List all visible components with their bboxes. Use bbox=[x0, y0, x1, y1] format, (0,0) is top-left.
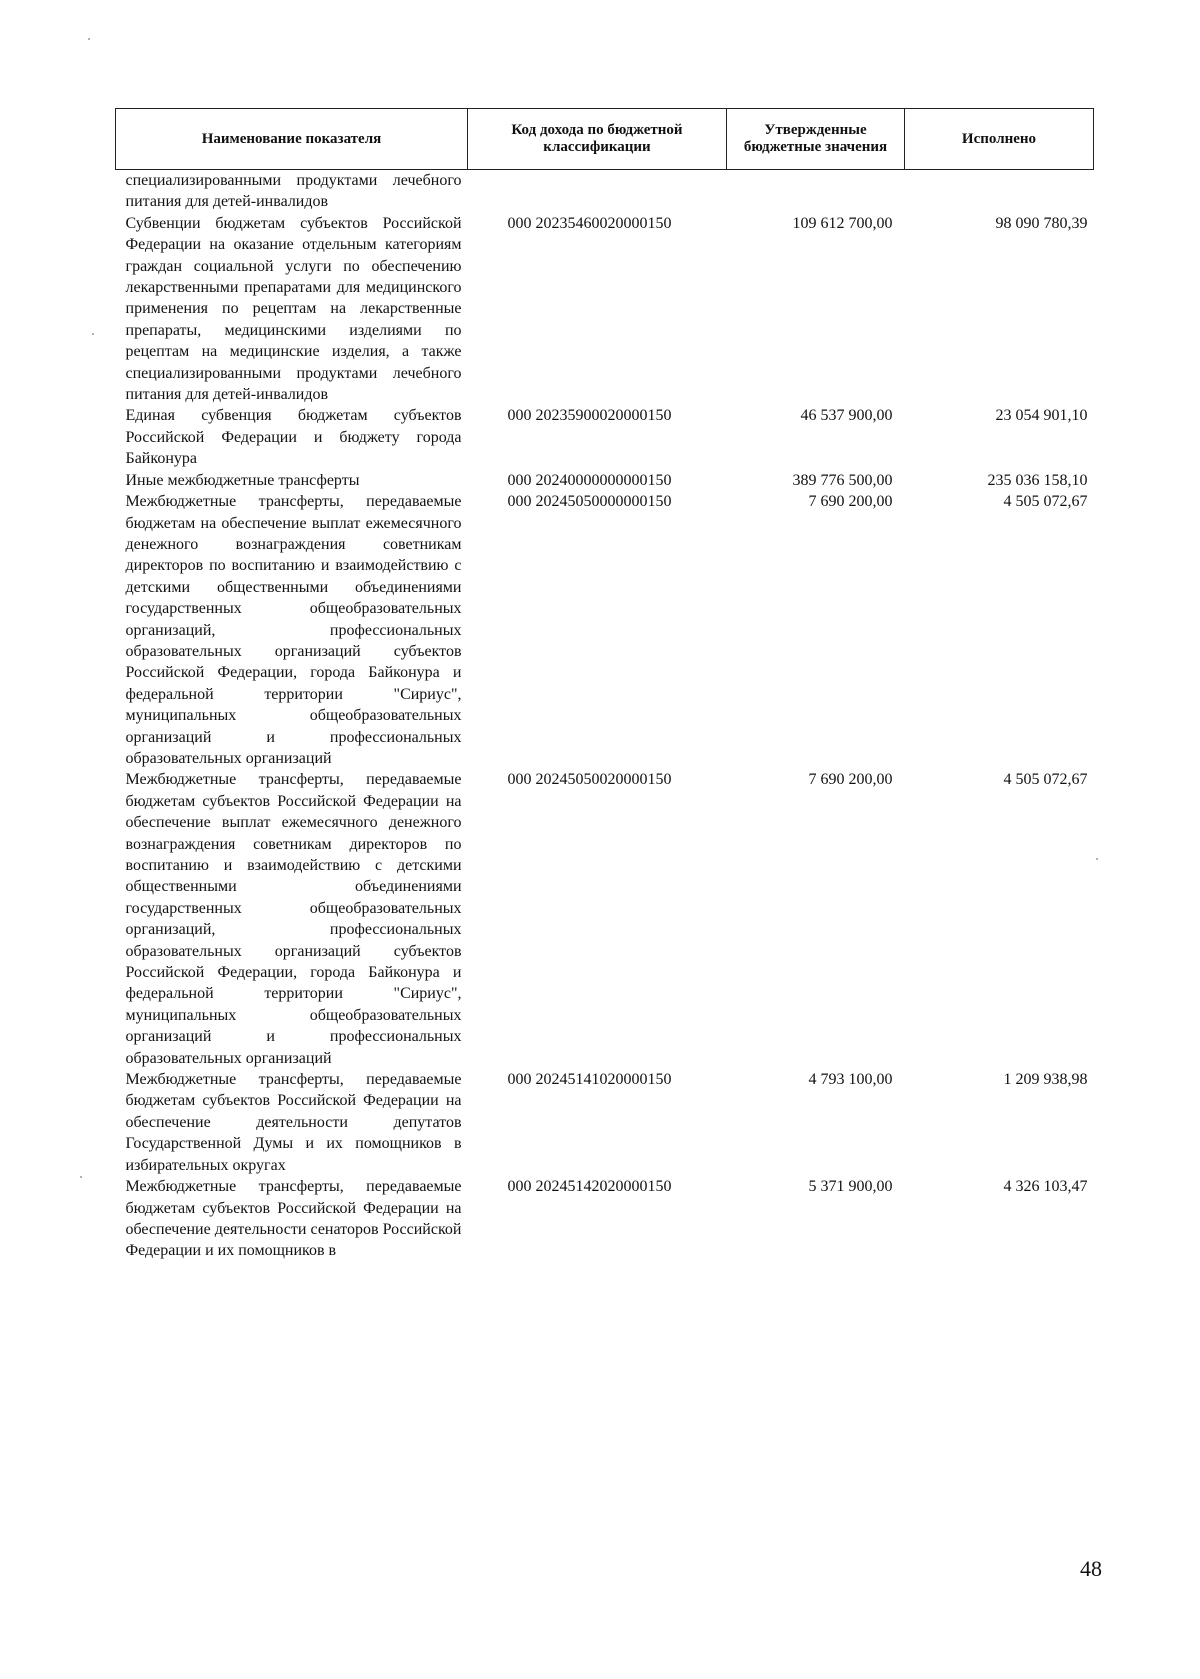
table-row bbox=[116, 170, 1094, 213]
row-approved: 7 690 200,00 bbox=[808, 771, 893, 789]
budget-table bbox=[115, 108, 1094, 1262]
row-name: Субвенции бюджетам субъектов Российской Федерации на оказание отдельным категориям граждан социальной услуги по обеспечению лекарственными препаратами для медицинского применения по рецептам на лекарственные препараты, медицинскими изделиями по рецептам на медицинские изделия, а также специализированными продуктами лечебного питания для детей-инвалидов bbox=[125, 214, 462, 404]
scan-speck bbox=[1096, 858, 1098, 860]
row-name: Межбюджетные трансферты, передаваемые бюджетам субъектов Российской Федерации на обеспечение деятельности депутатов Государственной Думы и их помощников в избирательных округах bbox=[125, 1071, 462, 1174]
table-row bbox=[116, 769, 1094, 1069]
row-approved: 5 371 900,00 bbox=[808, 1178, 893, 1196]
row-name: Иные межбюджетные трансферты bbox=[125, 471, 360, 489]
row-approved: 4 793 100,00 bbox=[808, 1071, 893, 1089]
row-code: 000 20240000000000150 bbox=[507, 471, 672, 489]
table-row bbox=[116, 470, 1094, 491]
table-row bbox=[116, 1069, 1094, 1176]
row-executed: 23 054 901,10 bbox=[995, 407, 1088, 425]
row-code: 000 20245050000000150 bbox=[507, 493, 672, 511]
row-approved: 389 776 500,00 bbox=[792, 471, 893, 489]
header-name: Наименование показателя bbox=[116, 109, 468, 170]
table-row bbox=[116, 491, 1094, 769]
row-name: Единая субвенция бюджетам субъектов Российской Федерации и бюджету города Байконура bbox=[125, 407, 462, 468]
row-approved bbox=[727, 170, 905, 213]
row-name: Межбюджетные трансферты, передаваемые бюджетам субъектов Российской Федерации на обеспечение выплат ежемесячного денежного вознаграждения советникам директоров по воспитанию и взаимодействию с детскими общественными объединениями государственных общеобразовательных организаций, профессиональных образовательных организаций субъектов Российской Федерации, города Байконура и федеральной территории "Сириус", муниципальных общеобразовательных организаций и профессиональных образовательных организаций bbox=[125, 771, 462, 1067]
table-row bbox=[116, 1176, 1094, 1262]
row-executed bbox=[905, 170, 1094, 213]
scan-speck bbox=[88, 38, 90, 40]
table-row bbox=[116, 405, 1094, 469]
row-approved: 7 690 200,00 bbox=[808, 493, 893, 511]
row-approved: 46 537 900,00 bbox=[800, 407, 893, 425]
header-approved: Утвержденные бюджетные значения bbox=[727, 109, 905, 170]
table-header-row bbox=[116, 109, 1094, 170]
row-executed: 4 326 103,47 bbox=[1003, 1178, 1088, 1196]
table-row bbox=[116, 213, 1094, 406]
row-code bbox=[468, 170, 727, 213]
row-executed: 1 209 938,98 bbox=[1003, 1071, 1088, 1089]
scan-speck bbox=[80, 1176, 82, 1178]
row-executed: 4 505 072,67 bbox=[1003, 493, 1088, 511]
row-code: 000 20235460020000150 bbox=[507, 214, 672, 232]
header-code: Код дохода по бюджетной классификации bbox=[468, 109, 727, 170]
scan-speck bbox=[92, 333, 94, 335]
row-name: Межбюджетные трансферты, передаваемые бюджетам субъектов Российской Федерации на обеспечение деятельности сенаторов Российской Федерации и их помощников в bbox=[125, 1178, 462, 1260]
row-code: 000 20245142020000150 bbox=[507, 1178, 672, 1196]
page-number: 48 bbox=[1080, 1556, 1102, 1581]
row-approved: 109 612 700,00 bbox=[792, 214, 893, 232]
row-executed: 4 505 072,67 bbox=[1003, 771, 1088, 789]
row-code: 000 20245050020000150 bbox=[507, 771, 672, 789]
row-executed: 235 036 158,10 bbox=[987, 471, 1088, 489]
header-executed: Исполнено bbox=[905, 109, 1094, 170]
row-code: 000 20235900020000150 bbox=[507, 407, 672, 425]
row-name: Межбюджетные трансферты, передаваемые бюджетам на обеспечение выплат ежемесячного денежного вознаграждения советникам директоров по воспитанию и взаимодействию с детскими общественными объединениями государственных общеобразовательных организаций, профессиональных образовательных организаций субъектов Российской Федерации, города Байконура и федеральной территории "Сириус", муниципальных общеобразовательных организаций и профессиональных образовательных организаций bbox=[125, 493, 462, 767]
row-name: специализированными продуктами лечебного питания для детей-инвалидов bbox=[125, 172, 462, 211]
row-code: 000 20245141020000150 bbox=[507, 1071, 672, 1089]
row-executed: 98 090 780,39 bbox=[995, 214, 1088, 232]
